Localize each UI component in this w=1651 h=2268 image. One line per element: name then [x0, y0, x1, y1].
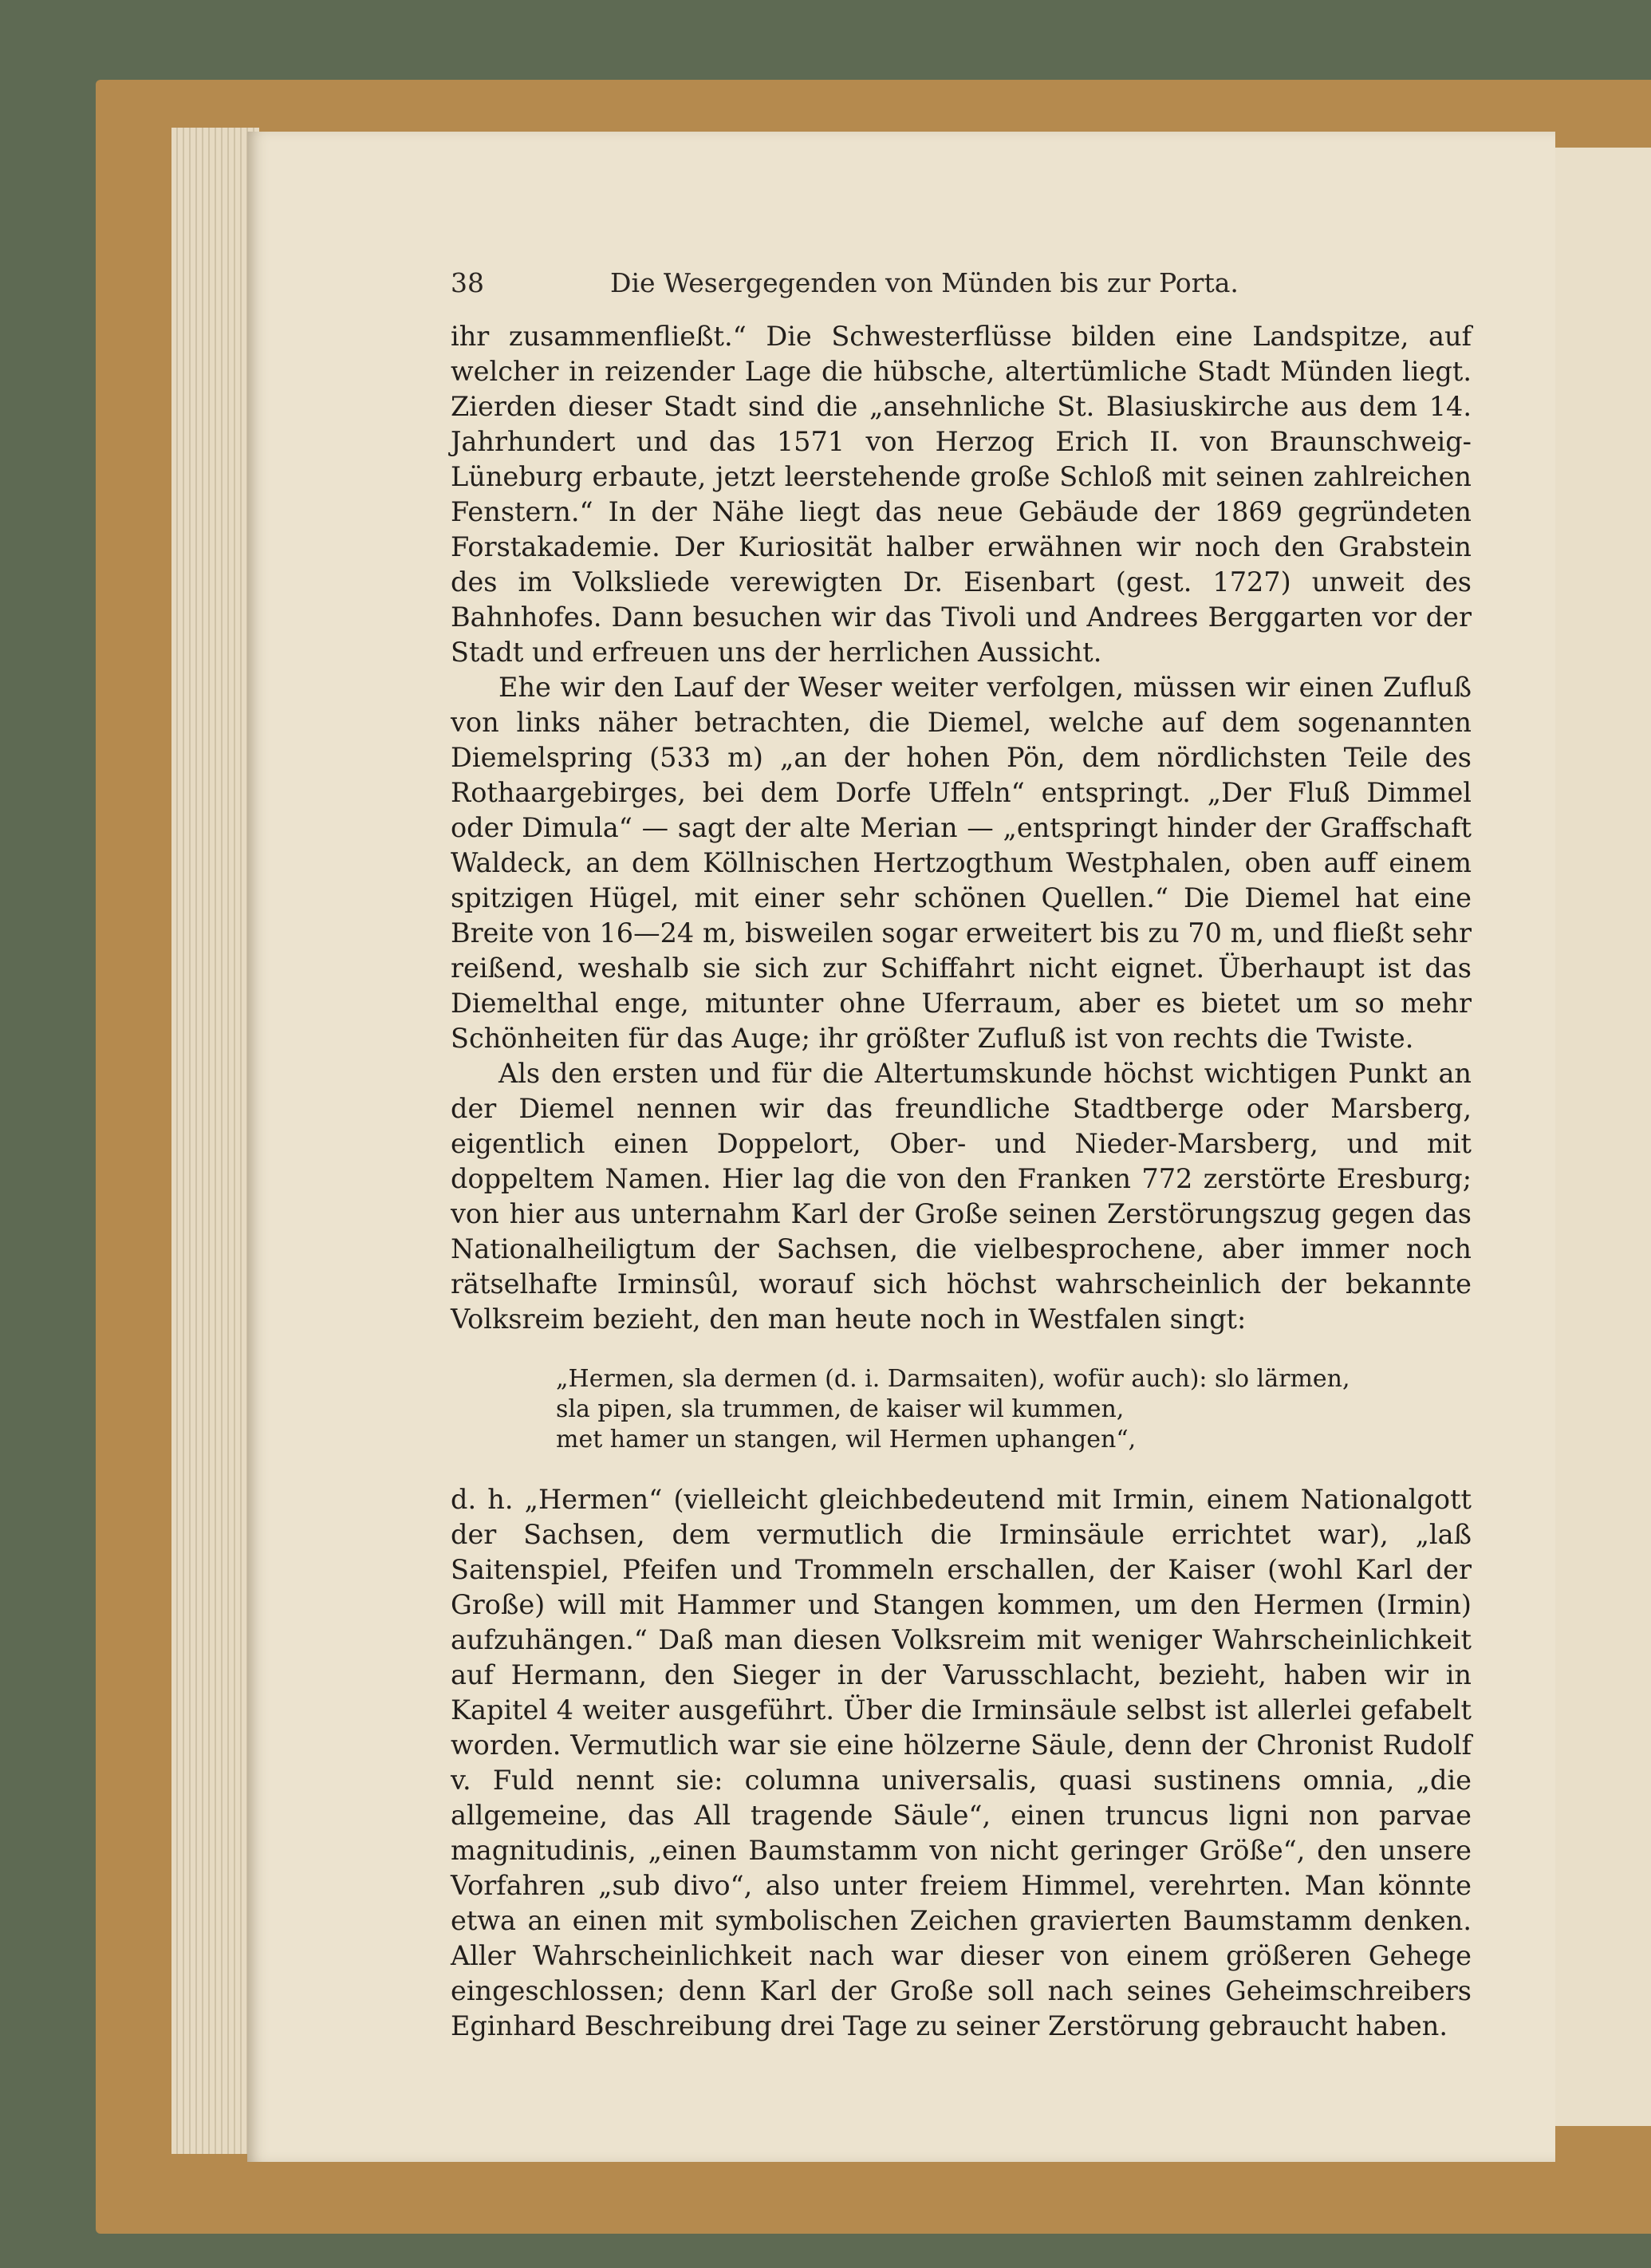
next-page-edge — [1551, 148, 1651, 2126]
body-text — [451, 319, 1472, 2044]
verse-line-3: met hamer un stangen, wil Hermen uphangen“, — [556, 1426, 1137, 1453]
page-edges — [171, 128, 259, 2154]
page-number: 38 — [451, 267, 484, 298]
verse-line-1: „Hermen, sla dermen (d. i. Darmsaiten), wofür auch): slo lärmen, — [556, 1365, 1350, 1393]
folk-verse — [556, 1364, 1472, 1455]
paragraph-3: Als den ersten und für die Altertumskunde höchst wichtigen Punkt an der Diemel nennen wir das freundliche Stadtberge oder Marsberg, eigentlich einen Doppelort, Ober- und Nieder-Marsberg, und mit doppeltem Namen. Hier lag die von den Franken 772 zerstörte Eresburg; von hier aus unternahm Karl der Große seinen Zerstörungszug gegen das Nationalheiligtum der Sachsen, die vielbesprochene, aber immer noch rätselhafte Irminsûl, worauf sich höchst wahrscheinlich der bekannte Volksreim bezieht, den man heute noch in Westfalen singt: — [451, 1058, 1472, 1335]
paragraph-4: d. h. „Hermen“ (vielleicht gleichbedeutend mit Irmin, einem Nationalgott der Sachsen, dem vermutlich die Irminsäule errichtet war), „laß Saitenspiel, Pfeifen und Trommeln erschallen, der Kaiser (wohl Karl der Große) will mit Hammer und Stangen kommen, um den Hermen (Irmin) aufzuhängen.“ Daß man diesen Volksreim mit weniger Wahrscheinlichkeit auf Hermann, den Sieger in der Varusschlacht, bezieht, haben wir in Kapitel 4 weiter ausgeführt. Über die Irminsäule selbst ist allerlei gefabelt worden. Vermutlich war sie eine hölzerne Säule, denn der Chronist Rudolf v. Fuld nennt sie: columna universalis, quasi sustinens omnia, „die allgemeine, das All tragende Säule“, einen truncus ligni non parvae magnitudinis, „einen Baumstamm von nicht geringer Größe“, den unsere Vorfahren „sub divo“, also unter freiem Himmel, verehrten. Man könnte etwa an einen mit symbolischen Zeichen gravierten Baumstamm denken. Aller Wahrscheinlichkeit nach war dieser von einem größeren Gehege eingeschlossen; denn Karl der Große soll nach seines Geheimschreibers Eginhard Beschreibung drei Tage zu seiner Zerstörung gebraucht haben. — [451, 1484, 1472, 2041]
verse-line-2: sla pipen, sla trummen, de kaiser wil kummen, — [556, 1395, 1125, 1423]
paragraph-1: ihr zusammenfließt.“ Die Schwesterflüsse bilden eine Landspitze, auf welcher in reizender Lage die hübsche, altertümliche Stadt Münden liegt. Zierden dieser Stadt sind die „ansehnliche St. Blasiuskirche aus dem 14. Jahrhundert und das 1571 von Herzog Erich II. von Braunschweig-Lüneburg erbaute, jetzt leerstehende große Schloß mit seinen zahlreichen Fenstern.“ In der Nähe liegt das neue Gebäude der 1869 gegründeten Forstakademie. Der Kuriosität halber erwähnen wir noch den Grabstein des im Volksliede verewigten Dr. Eisenbart (gest. 1727) unweit des Bahnhofes. Dann besuchen wir das Tivoli und Andrees Berggarten vor der Stadt und erfreuen uns der herrlichen Aussicht. — [451, 321, 1472, 668]
paragraph-2: Ehe wir den Lauf der Weser weiter verfolgen, müssen wir einen Zufluß von links näher betrachten, die Diemel, welche auf dem sogenannten Diemelspring (533 m) „an der hohen Pön, dem nördlichsten Teile des Rothaargebirges, bei dem Dorfe Uffeln“ entspringt. „Der Fluß Dimmel oder Dimula“ — sagt der alte Merian — „entspringt hinder der Graffschaft Waldeck, an dem Köllnischen Hertzogthum Westphalen, oben auff einem spitzigen Hügel, mit einer sehr schönen Quellen.“ Die Diemel hat eine Breite von 16—24 m, bisweilen sogar erweitert bis zu 70 m, und fließt sehr reißend, weshalb sie sich zur Schiffahrt nicht eignet. Überhaupt ist das Diemelthal enge, mitunter ohne Uferraum, aber es bietet um so mehr Schönheiten für das Auge; ihr größter Zufluß ist von rechts die Twiste. — [451, 672, 1472, 1054]
page-header — [451, 267, 1472, 307]
running-title: Die Wesergegenden von Münden bis zur Porta. — [610, 267, 1239, 298]
